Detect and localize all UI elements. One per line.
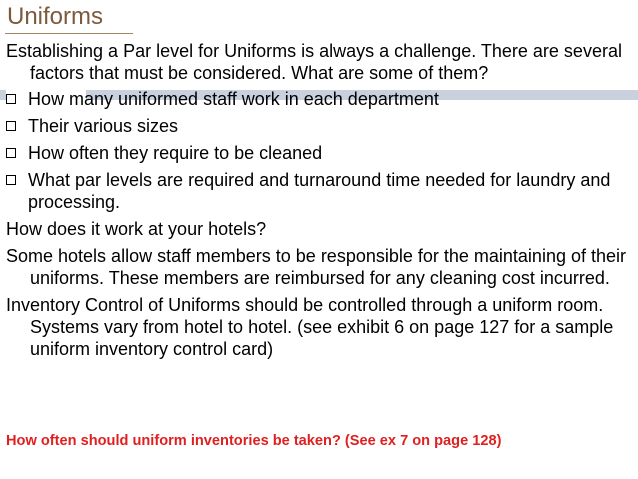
inventory-paragraph: Inventory Control of Uniforms should be controlled through a uniform room. Systems vary from hotel to hotel. (see exhibit 6 on page 127 for a sample uniform inventory control card) [6,295,614,359]
closing-question: How often should uniform inventories be taken? (See ex 7 on page 128) [6,433,502,449]
list-item: What par levels are required and turnaround time needed for laundry and processing. [6,169,632,213]
slide-title: Uniforms [7,3,104,30]
list-item: How often they require to be cleaned [6,142,632,164]
factor-list [6,88,632,213]
slide-body [6,40,632,365]
question-paragraph: How does it work at your hotels? [6,219,267,239]
list-item: Their various sizes [6,115,632,137]
reimbursement-paragraph: Some hotels allow staff members to be responsible for the maintaining of their uniforms. These members are reimbursed for any cleaning cost incurred. [6,246,626,288]
intro-paragraph: Establishing a Par level for Uniforms is always a challenge. There are several factors that must be considered. What are some of them? [6,41,622,83]
checkbox-bullet-icon [6,121,16,131]
checkbox-bullet-icon [6,148,16,158]
checkbox-bullet-icon [6,175,16,185]
checkbox-bullet-icon [6,94,16,104]
title-underline [5,33,133,34]
list-item: How many uniformed staff work in each department [6,88,632,110]
